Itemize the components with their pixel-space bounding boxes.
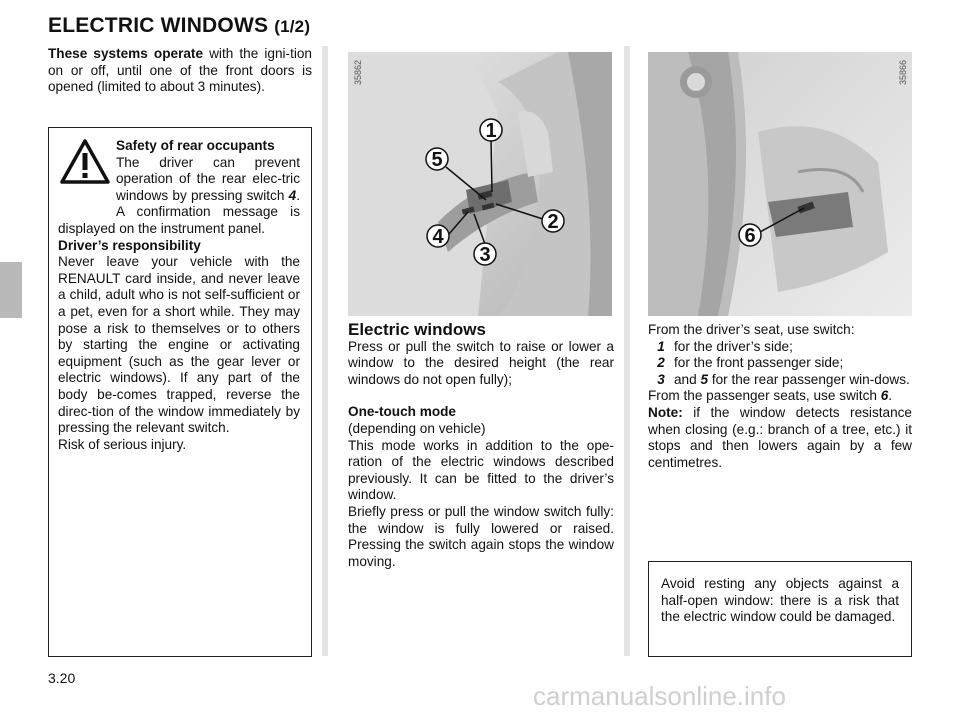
watermark: carmanualsonline.info [533, 681, 786, 711]
one-touch-heading: One-touch mode [348, 404, 456, 420]
callout-3: 3 [479, 244, 491, 266]
switch-item-3 [648, 372, 912, 389]
safety-warning-box [48, 127, 312, 657]
page-number: 3.20 [48, 670, 76, 686]
note-text: if the window detects resistance when closing (e.g.: branch of a tree, etc.) it stops and then lowers again by a few centimetres. [648, 404, 912, 470]
callout-2: 2 [547, 211, 559, 233]
column-divider-left [322, 46, 328, 656]
warning-p1-after: . A confirmation message is displayed on the instrument panel. [58, 187, 300, 236]
intro-paragraph [48, 46, 312, 96]
callout-5: 5 [431, 149, 443, 171]
electric-p3: Briefly press or pull the window switch fully: the window is fully lowered or raised. Pressing the switch again stops the window moving. [348, 503, 614, 569]
passenger-door-illustration [648, 52, 912, 316]
warning-p1-num: 4 [288, 187, 297, 203]
note-label: Note: [648, 404, 683, 420]
chapter-tab [0, 262, 22, 318]
passenger-sentence [648, 388, 912, 405]
warning-heading: Safety of rear occupants [116, 138, 275, 153]
passenger-before: From the passenger seats, use switch [648, 388, 881, 404]
warning-heading2: Driver’s responsibility [58, 237, 201, 253]
passenger-after: . [888, 388, 893, 404]
note-paragraph [648, 405, 912, 471]
electric-p2: This mode works in addition to the ope-ration of the electric windows described previously. It can be fitted to the driver’s window. [348, 437, 614, 503]
title-part: (1/2) [274, 17, 311, 36]
warning-p1 [58, 155, 300, 238]
warning-p2: Never leave your vehicle with the RENAULT card inside, and never leave a child, adult who is not self-sufficient or a pet, even for a short while. They may pose a risk to themselves or to others by starting the engine or activating equipment (such as the gear lever or electric windows). If any part of the body be-comes trapped, reverse the direc-tion of the window immediately by pressing the relevant switch. [58, 254, 300, 436]
electric-windows-section [348, 322, 614, 570]
figure1-code: 35862 [353, 60, 363, 86]
caution-note-box [648, 561, 912, 657]
figure-passenger-switch [648, 52, 912, 316]
warning-p3: Risk of serious injury. [58, 436, 187, 452]
figure2-code: 35866 [898, 60, 908, 86]
caution-text: Avoid resting any objects against a half-open window: there is a risk that the electric window could be damaged. [661, 576, 899, 625]
door-panel-illustration [348, 52, 612, 316]
driver-lead: From the driver’s seat, use switch: [648, 322, 855, 337]
intro-rest: with the igni-tion on or off, until one of the front doors is opened (limited to about 3 minutes). [48, 46, 312, 95]
one-touch-sub: (depending on vehicle) [348, 420, 486, 436]
warning-text [58, 138, 300, 453]
electric-heading: Electric windows [348, 320, 486, 339]
switch-item-1 [648, 339, 912, 356]
switch-item-2-num: 2 [657, 355, 665, 371]
switch-item-3-text: for the rear passenger win-dows. [711, 371, 910, 387]
switch-item-1-num: 1 [657, 338, 665, 354]
driver-switches-section [648, 322, 912, 471]
icon-spacer [58, 155, 116, 205]
switch-item-2 [648, 355, 912, 372]
passenger-num: 6 [880, 388, 889, 404]
warning-p1-before: The driver can prevent operation of the rear elec-tric windows by pressing switch [116, 154, 300, 203]
switch-item-1-text: for the driver’s side; [674, 338, 793, 354]
switch-item-3-num: 3 [657, 371, 665, 387]
switch-item-3-and: and [674, 371, 697, 387]
callout-4: 4 [432, 226, 444, 248]
title-text: ELECTRIC WINDOWS [48, 14, 269, 37]
electric-p1: Press or pull the switch to raise or lower a window to the desired height (the rear windows do not open fully); [348, 338, 614, 387]
switch-item-2-text: for the front passenger side; [674, 355, 844, 371]
figure-door-switches [348, 52, 612, 316]
page-title [48, 14, 310, 38]
intro-bold: These systems operate [48, 46, 204, 61]
callout-1: 1 [485, 120, 497, 142]
column-divider-right [624, 46, 630, 656]
switch-item-3-num2: 5 [700, 371, 709, 387]
callout-6: 6 [744, 225, 756, 247]
